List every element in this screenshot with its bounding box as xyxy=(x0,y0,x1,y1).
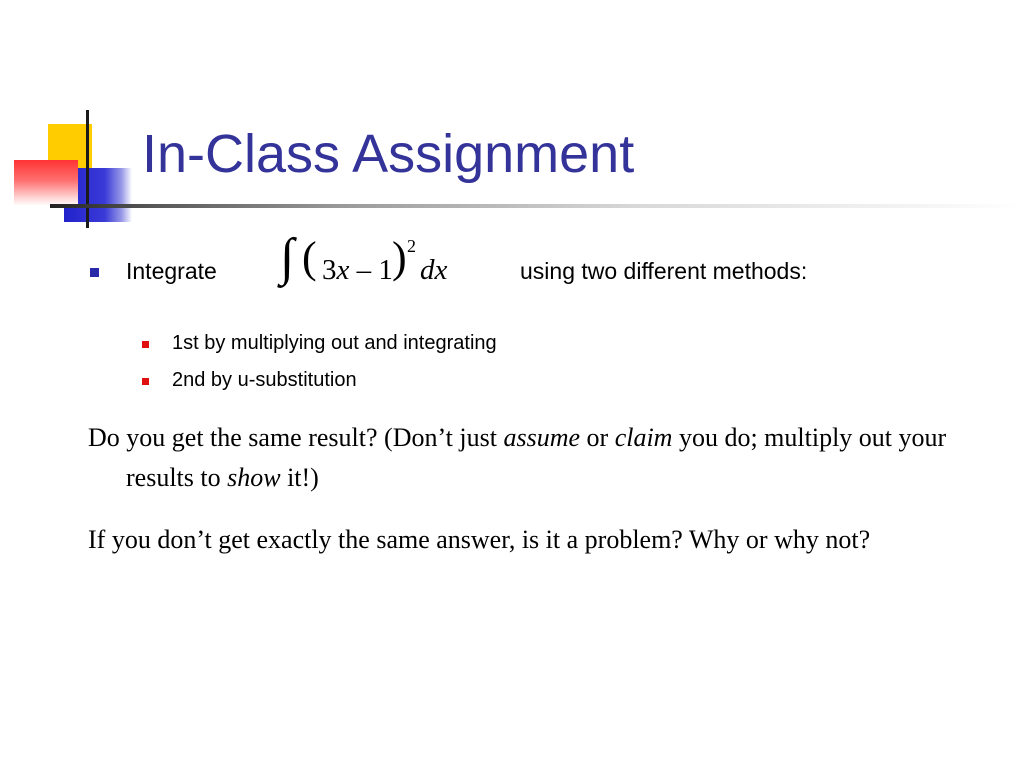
title-underline xyxy=(50,204,1024,208)
decor-red-square xyxy=(14,160,78,206)
sub-bullet-method-2: 2nd by u-substitution xyxy=(172,369,357,391)
integral-sign: ∫ xyxy=(280,229,295,286)
para1-text-4: it!) xyxy=(280,463,319,492)
para1-text-2: or xyxy=(580,423,615,452)
decor-vertical-line xyxy=(86,110,89,228)
slide-title: In-Class Assignment xyxy=(142,124,635,184)
sub-bullet-method-1: 1st by multiplying out and integrating xyxy=(172,332,497,354)
formula-coefficient: 3 xyxy=(322,254,337,286)
para1-text-3: you do; multiply out your results to xyxy=(126,423,947,492)
question-paragraph-2: If you don’t get exactly the same answer, is it a problem? Why or why not? xyxy=(88,525,871,554)
question-paragraph-1 xyxy=(88,418,986,498)
sub-bullet-marker xyxy=(142,378,149,385)
formula-integrand xyxy=(322,254,393,287)
para1-text-1: Do you get the same result? (Don’t just xyxy=(88,423,504,452)
formula-open-paren: ( xyxy=(302,233,317,282)
para1-emphasis-assume: assume xyxy=(503,423,581,452)
bullet-integrate-prefix: Integrate xyxy=(126,258,217,284)
sub-bullet-marker xyxy=(142,341,149,348)
para1-emphasis-show: show xyxy=(227,463,281,492)
para1-emphasis-claim: claim xyxy=(614,423,673,452)
formula-variable: x xyxy=(336,254,350,286)
formula-differential: dx xyxy=(420,254,448,286)
formula-exponent: 2 xyxy=(407,236,416,256)
formula-close-paren: ) xyxy=(392,233,407,282)
formula-constant: 1 xyxy=(378,254,393,286)
bullet-marker xyxy=(90,268,99,277)
formula-operator: – xyxy=(349,254,379,286)
bullet-integrate-suffix: using two different methods: xyxy=(520,258,808,284)
